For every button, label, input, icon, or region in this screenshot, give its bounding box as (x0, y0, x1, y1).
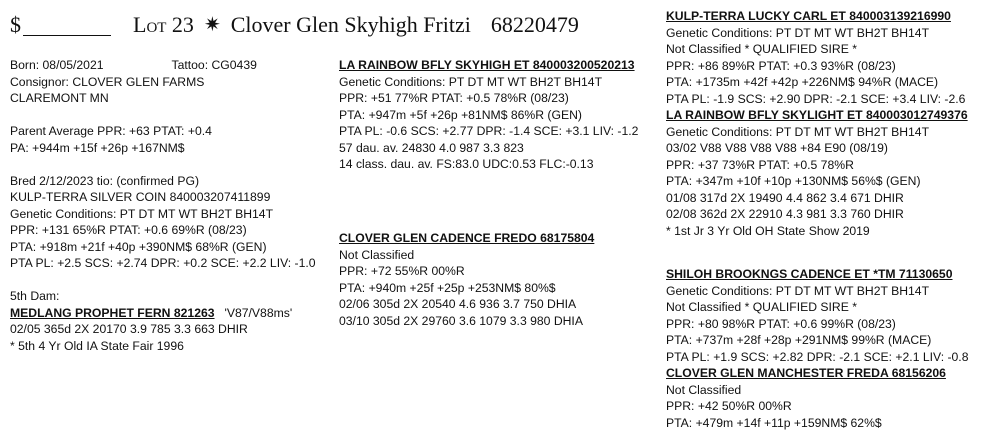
dams-dam-classification: Not Classified (666, 382, 742, 397)
dams-side-pedigree (666, 266, 996, 431)
fifth-dam-award: * 5th 4 Yr Old IA State Fair 1996 (10, 338, 184, 353)
sires-dam-award: * 1st Jr 3 Yr Old OH State Show 2019 (666, 223, 870, 238)
fifth-dam-name: MEDLANG PROPHET FERN 821263 (10, 305, 215, 320)
dam-record-1: 02/06 305d 2X 20540 4.6 936 3.7 750 DHIA (339, 297, 577, 311)
dams-sire-classification: Not Classified * QUALIFIED SIRE * (666, 300, 857, 314)
sires-sire-name: KULP-TERRA LUCKY CARL ET 840003139216990 (666, 9, 951, 23)
bred-info: Bred 2/12/2023 tio: (confirmed PG) (10, 173, 200, 188)
lot-header (10, 6, 630, 40)
lot-number: Lot 23 (133, 11, 194, 37)
sire-pta: PTA: +947m +5f +26p +81NM$ 86%R (GEN) (339, 107, 582, 122)
sire-name: LA RAINBOW BFLY SKYHIGH ET 840003200520213 (339, 58, 635, 72)
dam-record-2: 03/10 305d 2X 29760 3.6 1079 3.3 980 DHIA (339, 313, 583, 328)
price-blank-line (23, 13, 111, 36)
sires-dam-ppr: PPR: +37 73%R PTAT: +0.5 78%R (666, 157, 854, 172)
dam-pta: PTA: +940m +25f +25p +253NM$ 80%$ (339, 280, 556, 295)
sires-sire-pta-pl: PTA PL: -1.9 SCS: +2.90 DPR: -2.1 SCE: +3.4 LIV: -2.6 (666, 91, 966, 106)
fifth-dam-record: 02/05 365d 2X 20170 3.9 785 3.3 663 DHIR (10, 322, 248, 336)
sires-side-pedigree (666, 8, 996, 239)
dam-ppr: PPR: +72 55%R 00%R (339, 264, 465, 278)
sire-genetic: Genetic Conditions: PT DT MT WT BH2T BH14T (339, 74, 603, 89)
service-sire: KULP-TERRA SILVER COIN 840003207411899 (10, 190, 271, 204)
genetic-conditions: Genetic Conditions: PT DT MT WT BH2T BH14T (10, 206, 274, 221)
dam-name: CLOVER GLEN CADENCE FREDO 68175804 (339, 231, 595, 245)
sire-ppr: PPR: +51 77%R PTAT: +0.5 78%R (08/23) (339, 91, 569, 105)
sires-sire-pta: PTA: +1735m +42f +42p +226NM$ 94%R (MACE) (666, 75, 939, 89)
dams-sire-genetic: Genetic Conditions: PT DT MT WT BH2T BH14T (666, 283, 930, 298)
sires-sire-genetic: Genetic Conditions: PT DT MT WT BH2T BH14T (666, 25, 930, 40)
sire-block (339, 57, 661, 173)
sires-dam-pta: PTA: +347m +10f +10p +130NM$ 56%$ (GEN) (666, 174, 921, 188)
animal-name: Clover Glen Skyhigh Fritzi (230, 11, 471, 37)
sires-sire-classification: Not Classified * QUALIFIED SIRE * (666, 42, 857, 56)
sires-sire-ppr: PPR: +86 89%R PTAT: +0.3 93%R (08/23) (666, 58, 896, 73)
sires-dam-name: LA RAINBOW BFLY SKYLIGHT ET 840003012749376 (666, 108, 968, 122)
dams-sire-name: SHILOH BROOKNGS CADENCE ET *TM 71130650 (666, 267, 953, 281)
star-icon: ✷ (203, 13, 221, 36)
dams-sire-pta-pl: PTA PL: +1.9 SCS: +2.82 DPR: -2.1 SCE: +2.1 LIV: -0.8 (666, 349, 969, 364)
pta-pl: PTA PL: +2.5 SCS: +2.74 DPR: +0.2 SCE: +2.2 LIV: -1.0 (10, 256, 316, 270)
dam-classification: Not Classified (339, 247, 415, 262)
dams-sire-ppr: PPR: +80 98%R PTAT: +0.6 99%R (08/23) (666, 316, 896, 331)
tattoo: Tattoo: CG0439 (171, 58, 257, 72)
sires-dam-classification: 03/02 V88 V88 V88 V88 +84 E90 (08/19) (666, 141, 888, 155)
ppr: PPR: +131 65%R PTAT: +0.6 69%R (08/23) (10, 223, 247, 237)
sires-dam-record-1: 01/08 317d 2X 19490 4.4 862 3.4 671 DHIR (666, 190, 904, 205)
fifth-dam-label: 5th Dam: (10, 289, 60, 303)
dam-block (339, 230, 661, 329)
dams-dam-ppr: PPR: +42 50%R 00%R (666, 399, 792, 413)
dams-sire-pta: PTA: +737m +28f +28p +291NM$ 99%R (MACE) (666, 333, 932, 347)
dams-dam-name: CLOVER GLEN MANCHESTER FREDA 68156206 (666, 366, 946, 380)
parent-average: Parent Average PPR: +63 PTAT: +0.4 (10, 124, 212, 138)
consignor: Consignor: CLOVER GLEN FARMS (10, 74, 205, 89)
sire-classified-daughters: 14 class. dau. av. FS:83.0 UDC:0.53 FLC:-0.13 (339, 157, 594, 171)
sire-pta-pl: PTA PL: -0.6 SCS: +2.77 DPR: -1.4 SCE: +3.1 LIV: -1.2 (339, 124, 639, 138)
born-date: Born: 08/05/2021 (10, 58, 104, 72)
born-and-tattoo (10, 57, 335, 74)
sires-dam-genetic: Genetic Conditions: PT DT MT WT BH2T BH14T (666, 124, 930, 139)
registration-number: 68220479 (490, 11, 579, 37)
sires-dam-record-2: 02/08 362d 2X 22910 4.3 981 3.3 760 DHIR (666, 207, 904, 221)
dams-dam-pta: PTA: +479m +14f +11p +159NM$ 62%$ (666, 415, 882, 430)
pta: PTA: +918m +21f +40p +390NM$ 68%R (GEN) (10, 239, 267, 254)
consignor-location: CLAREMONT MN (10, 91, 109, 105)
fifth-dam-name-row (10, 305, 335, 322)
parent-average-pta: PA: +944m +15f +26p +167NM$ (10, 140, 185, 155)
sire-daughters: 57 dau. av. 24830 4.0 987 3.3 823 (339, 140, 524, 155)
fifth-dam-score: 'V87/V88ms' (224, 305, 293, 320)
price-dollar-sign: $ (10, 11, 21, 37)
animal-info (10, 57, 335, 354)
